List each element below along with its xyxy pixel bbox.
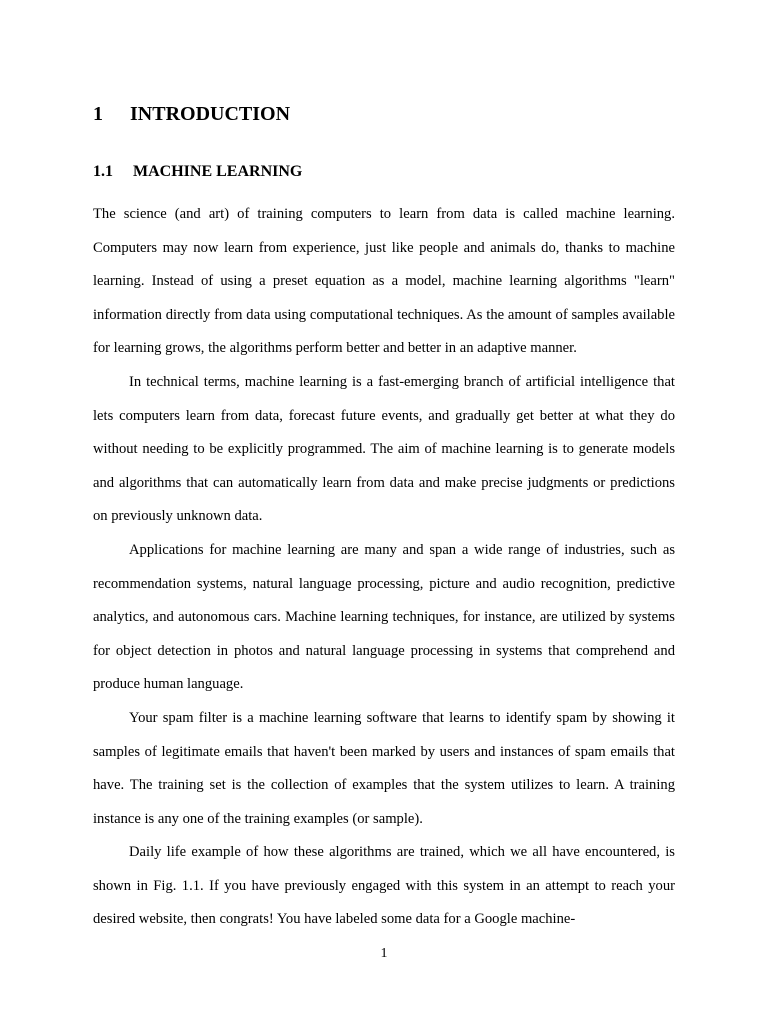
page-number: 1 (380, 946, 388, 961)
paragraph-2: In technical terms, machine learning is a fast-emerging branch of artificial intelligence that lets computers learn from data, forecast future events, and gradually get better at what they do without needing to be explicitly programmed. The aim of machine learning is to generate models and algorithms that can automatically learn from data and make precise judgments or predictions on previously unknown data. (93, 373, 675, 525)
paragraph-3: Applications for machine learning are many and span a wide range of industries, such as recommendation systems, natural language processing, picture and audio recognition, predictive analytics, and autonomous cars. Machine learning techniques, for instance, are utilized by systems for object detection in photos and natural language processing in systems that comprehend and produce human language. (93, 541, 675, 693)
paragraph-1: The science (and art) of training computers to learn from data is called machine learning. Computers may now learn from experience, just like people and animals do, thanks to machine learning. Instead of using a preset equation as a model, machine learning algorithms "learn" information directly from data using computational techniques. As the amount of samples available for learning grows, the algorithms perform better and better in an adaptive manner. (93, 206, 675, 357)
paragraph-4: Your spam filter is a machine learning software that learns to identify spam by showing it samples of legitimate emails that haven't been marked by users and instances of spam emails that have. The training set is the collection of examples that the system utilizes to learn. A training instance is any one of the training examples (or sample). (93, 709, 675, 827)
paragraph-5: Daily life example of how these algorithms are trained, which we all have encountered, is shown in Fig. 1.1. If you have previously engaged with this system in an attempt to reach your desired website, then congrats! You have labeled some data for a Google machine- (93, 844, 675, 928)
chapter-number: 1 (93, 103, 103, 125)
chapter-title: INTRODUCTION (130, 103, 291, 125)
body-text (93, 198, 675, 937)
section-heading (93, 160, 302, 184)
section-title: MACHINE LEARNING (133, 163, 303, 180)
section-number: 1.1 (93, 163, 113, 180)
chapter-heading (93, 100, 290, 128)
